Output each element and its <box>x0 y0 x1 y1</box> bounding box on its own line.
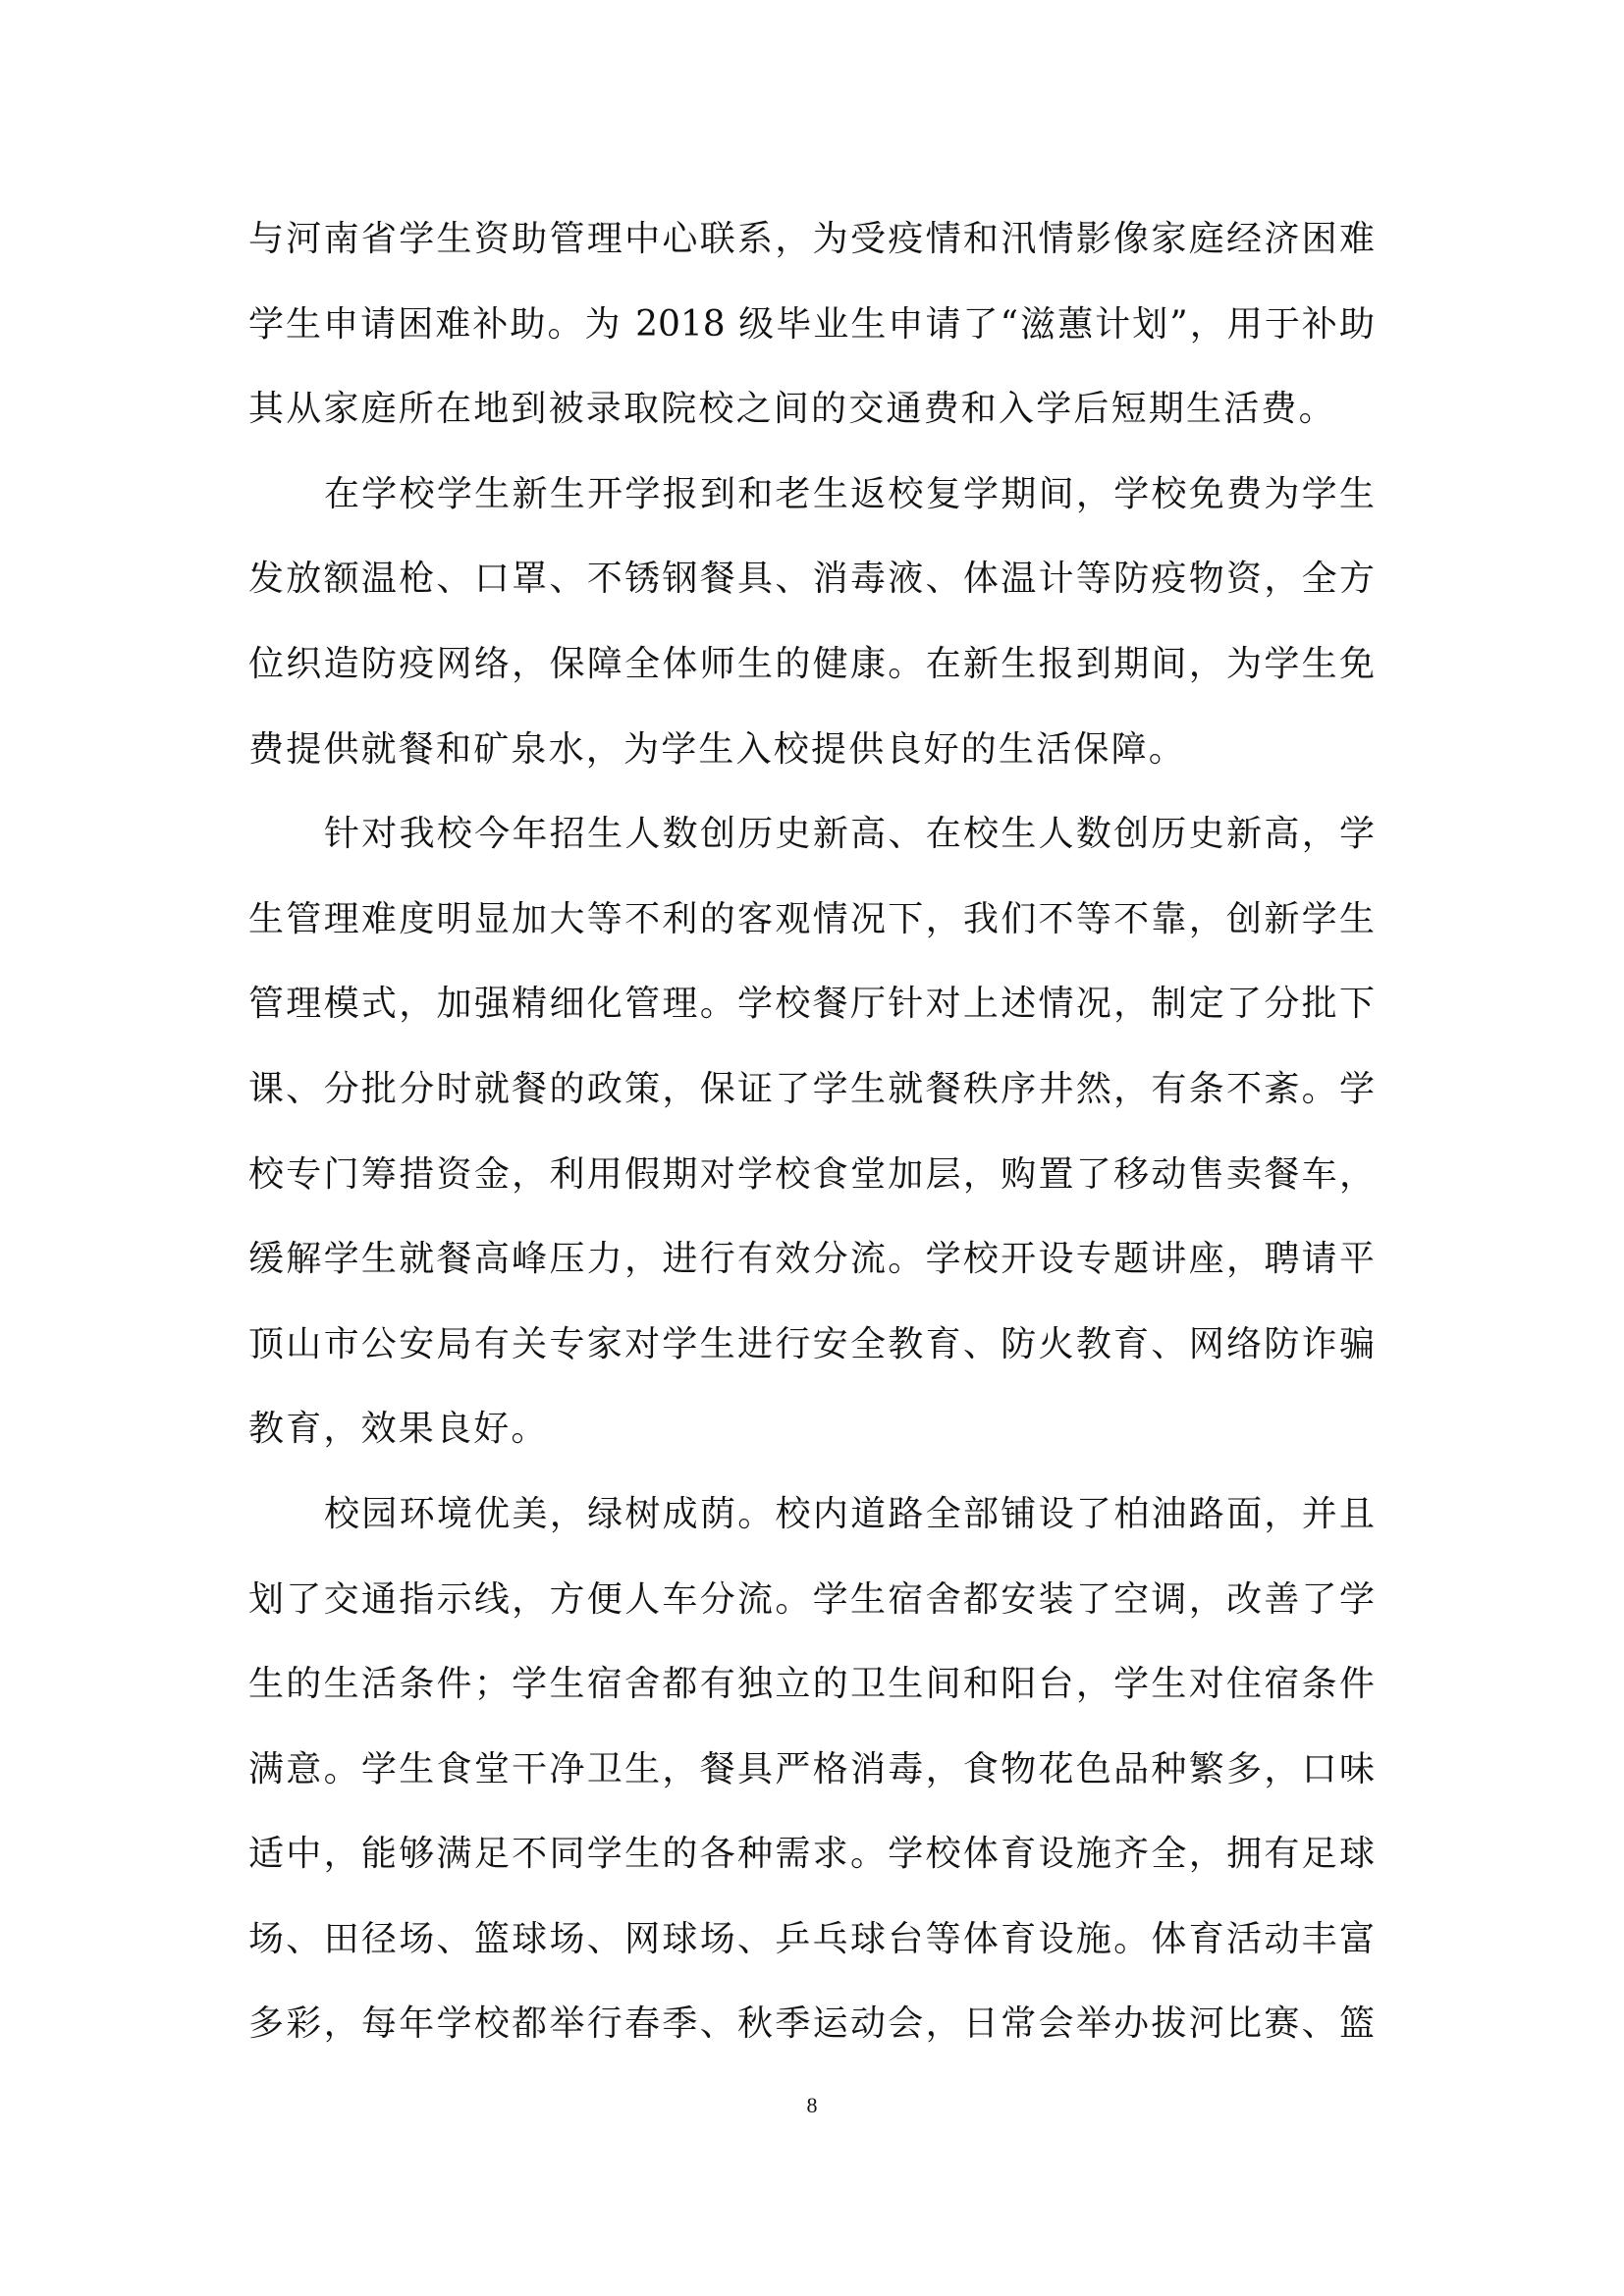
text-line: 顶山市公安局有关专家对学生进行安全教育、防火教育、网络防诈骗 <box>248 1323 1375 1364</box>
text-line: 校专门筹措资金，利用假期对学校食堂加层，购置了移动售卖餐车， <box>248 1153 1375 1195</box>
paragraph-1 <box>248 214 1375 469</box>
text-line: 多彩，每年学校都举行春季、秋季运动会，日常会举办拔河比赛、篮 <box>248 2003 1375 2045</box>
text-line: 生管理难度明显加大等不利的客观情况下，我们不等不靠，创新学生 <box>248 898 1375 939</box>
text-line: 缓解学生就餐高峰压力，进行有效分流。学校开设专题讲座，聘请平 <box>248 1239 1375 1280</box>
text-line: 教育，效果良好。 <box>248 1409 549 1450</box>
text-line: 位织造防疫网络，保障全体师生的健康。在新生报到期间，为学生免 <box>248 643 1375 684</box>
body-text <box>248 214 1375 2084</box>
text-line: 费提供就餐和矿泉水，为学生入校提供良好的生活保障。 <box>248 728 1187 770</box>
text-line: 学生申请困难补助。为 2018 级毕业生申请了“滋蕙计划”，用于补助 <box>248 303 1375 345</box>
text-line: 生的生活条件；学生宿舍都有独立的卫生间和阳台，学生对住宿条件 <box>248 1664 1375 1705</box>
text-line: 在学校学生新生开学报到和老生返校复学期间，学校免费为学生 <box>324 473 1375 514</box>
text-line: 发放额温枪、口罩、不锈钢餐具、消毒液、体温计等防疫物资，全方 <box>248 559 1375 600</box>
text-line: 场、田径场、篮球场、网球场、乒乓球台等体育设施。体育活动丰富 <box>248 1918 1375 1959</box>
text-line: 管理模式，加强精细化管理。学校餐厅针对上述情况，制定了分批下 <box>248 984 1375 1025</box>
paragraph-4 <box>248 1489 1375 2084</box>
paragraph-3 <box>248 809 1375 1489</box>
text-line: 与河南省学生资助管理中心联系，为受疫情和汛情影像家庭经济困难 <box>248 219 1375 259</box>
text-line: 针对我校今年招生人数创历史新高、在校生人数创历史新高，学 <box>324 814 1375 855</box>
text-line: 适中，能够满足不同学生的各种需求。学校体育设施齐全，拥有足球 <box>248 1834 1375 1875</box>
text-line: 课、分批分时就餐的政策，保证了学生就餐秩序井然，有条不紊。学 <box>248 1068 1375 1109</box>
text-line: 校园环境优美，绿树成荫。校内道路全部铺设了柏油路面，并且 <box>324 1493 1375 1534</box>
text-line: 划了交通指示线，方便人车分流。学生宿舍都安装了空调，改善了学 <box>248 1578 1375 1620</box>
paragraph-2 <box>248 469 1375 809</box>
text-line: 满意。学生食堂干净卫生，餐具严格消毒，食物花色品种繁多，口味 <box>248 1748 1375 1789</box>
page-number: 8 <box>806 2093 818 2117</box>
text-line: 其从家庭所在地到被录取院校之间的交通费和入学后短期生活费。 <box>248 389 1336 430</box>
